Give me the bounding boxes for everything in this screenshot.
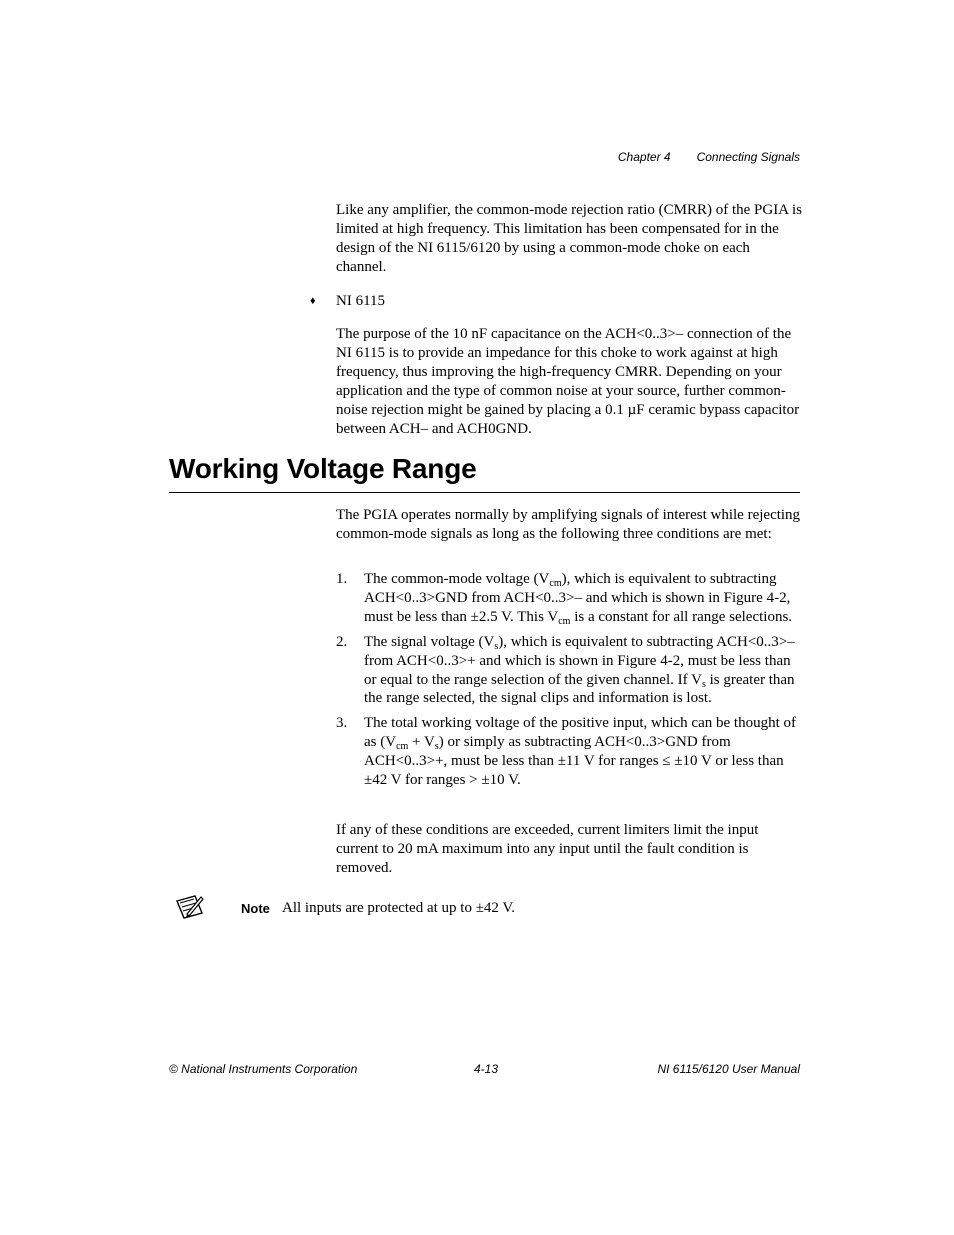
list-item-text: The total working voltage of the positive input, which can be thought of as $(V_{cm} + V_s)$ or simply as subtracting ACH<0..3>GND from ACH<0..3>+, must be less than ±11 V for ranges ≤ ±10 V or less than ±42 V for ranges > ±10 V. <box>364 715 796 789</box>
list-item-text: The signal voltage $(V_s)$, which is equivalent to subtracting ACH<0..3>– from ACH<0..3>+ and which is shown in Figure 4-2, must be less than or equal to the range selection of the given channel. If $V_s$ is greater than the range selected, the signal clips and information is lost. <box>364 633 795 707</box>
ni6115-paragraph: The purpose of the 10 nF capacitance on the ACH<0..3>– connection of the NI 6115 is to provide an impedance for this choke to work against at high frequency, thus improving the high-frequency CMRR. Depending on your application and the type of common noise at your source, further common-noise rejection might be gained by placing a 0.1 µF ceramic bypass capacitor between ACH– and ACH0GND. <box>336 326 800 437</box>
header-chapter: Chapter 4 <box>617 150 671 164</box>
note-text: All inputs are protected at up to ±42 V. <box>282 900 516 916</box>
conditions-list <box>336 570 806 796</box>
header-section: Connecting Signals <box>696 150 800 164</box>
section-divider <box>169 492 800 493</box>
note-icon <box>174 893 206 921</box>
list-item-number: 1. <box>336 571 348 587</box>
bullet-label: NI 6115 <box>336 293 386 309</box>
intro-paragraph: Like any amplifier, the common-mode rejection ratio (CMRR) of the PGIA is limited at high frequency. This limitation has been compensated for in the design of the NI 6115/6120 by using a common-mode choke on each channel. <box>336 202 802 275</box>
list-item <box>336 570 806 627</box>
note-label: Note <box>241 901 270 916</box>
list-item-text: The common-mode voltage $(V_{cm})$, which is equivalent to subtracting ACH<0..3>GND from ACH<0..3>– and which is shown in Figure 4-2, must be less than ±2.5 V. This $V_{cm}$ is a constant for all range selections. <box>364 571 793 627</box>
list-item <box>336 633 806 709</box>
footer-copyright: © National Instruments Corporation <box>169 1062 358 1076</box>
section-title: Working Voltage Range <box>169 453 477 484</box>
section-lead-paragraph: The PGIA operates normally by amplifying signals of interest while rejecting common-mode signals as long as the following three conditions are met: <box>336 507 801 542</box>
section-closing-paragraph: If any of these conditions are exceeded, current limiters limit the input current to 20 mA maximum into any input until the fault condition is removed. <box>336 822 759 876</box>
page-number: 4-13 <box>474 1062 499 1076</box>
list-item-number: 3. <box>336 715 348 732</box>
diamond-bullet-icon: ♦ <box>310 295 316 307</box>
bullet-item-ni6115 <box>310 292 385 311</box>
list-item <box>336 714 806 790</box>
running-header <box>618 150 800 164</box>
footer-manual-title: NI 6115/6120 User Manual <box>657 1062 800 1076</box>
list-item-number: 2. <box>336 633 348 650</box>
